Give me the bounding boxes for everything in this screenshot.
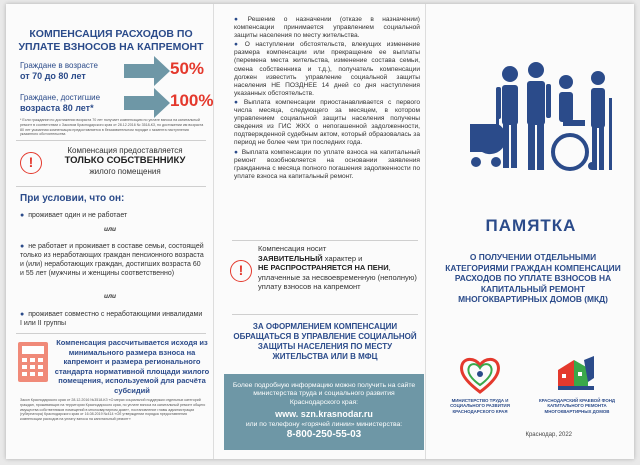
fund-logo-icon (554, 354, 598, 394)
age-row-70-80 (20, 56, 210, 86)
or-separator: или (104, 226, 116, 233)
rule-item: ● Выплата компенсации по уплате взноса на капитальный ремонт возобновляется на основании заявления гражданина с месяца полного погашения задолженности по уплате взноса на капитальный ремонт. (234, 148, 421, 180)
age-footnote: * Если гражданин по достижении возраста 70 лет получает компенсацию по уплате взноса на капитальный ремонт в соответствии с Законом Краснодарского края от 28.12.2016 № 3518-КЗ, по достижении им возраста 80 лет указанная компенсация предоставляется в беззаявительном порядке с момента наступления указанного обстоятельства (20, 118, 204, 137)
calculation-text: Компенсация рассчитывается исходя из минимального размера взноса на капремонт и размера регионального стандарта нормативной площади жилого помещения, используемой для расчёта субсидий (54, 338, 210, 395)
divider (232, 314, 418, 315)
ministry-caption: МИНИСТЕРСТВО ТРУДА И СОЦИАЛЬНОГО РАЗВИТИЯ КРАСНОДАРСКОГО КРАЯ (450, 398, 510, 414)
website-link[interactable]: www. szn.krasnodar.ru (275, 409, 373, 420)
or-separator: или (104, 293, 116, 300)
rule-item: ● О наступлении обстоятельств, влекущих изменение размера компенсации или прекращение ее выплаты (перемена места жительства, изменение состава семьи, смена собственника и т.д.), получатель компенсации должен известить управление социальной защиты населения НЕ ПОЗДНЕЕ 14 дней со дня наступления указанных обстоятельств. (234, 41, 420, 97)
apply-instructions: ЗА ОФОРМЛЕНИЕМ КОМПЕНСАЦИИ ОБРАЩАТЬСЯ В УПРАВЛЕНИЕ СОЦИАЛЬНОЙ ЗАЩИТЫ НАСЕЛЕНИЯ ПО МЕСТУ ЖИТЕЛЬСТВА ИЛИ В МФЦ (233, 322, 417, 361)
heart-logo-icon (458, 354, 502, 394)
calculator-icon (18, 342, 48, 382)
penalty-notice (228, 244, 424, 312)
pct-100: 100% (170, 91, 214, 110)
age-80-line2: возраста 80 лет* (20, 103, 94, 113)
age-80-line1: Гражданe, достигшие (20, 93, 101, 102)
divider (232, 240, 418, 241)
age-70-80-line1: Гражданe в возрасте (20, 61, 98, 70)
info-text: Более подробную информацию можно получить на сайте министерства труда и социального развития Краснодарского края: (232, 382, 416, 406)
brochure-sheet (6, 4, 634, 459)
hotline-text: или по телефону «горячей линии» министерства: (245, 421, 403, 429)
pct-50: 50% (170, 59, 205, 78)
people-icon (468, 54, 618, 174)
memo-title: ПАМЯТКА (485, 216, 577, 235)
age-80-text (20, 92, 120, 114)
owner-only-line2: ТОЛЬКО СОБСТВЕННИКУ (64, 155, 186, 166)
fund-caption: КРАСНОДАРСКИЙ КРАЕВОЙ ФОНД КАПИТАЛЬНОГО РЕМОНТА МНОГОКВАРТИРНЫХ ДОМОВ (538, 398, 616, 414)
owner-only-line3: жилого помещения (89, 167, 161, 176)
rule-item: ● Решение о назначении (отказе в назначении) компенсации принимается управлением социальной защиты населения по месту жительства. (234, 16, 420, 40)
divider (16, 186, 206, 187)
owner-only-text (46, 146, 204, 176)
penalty-notice-text: Компенсация носит ЗАЯВИТЕЛЬНЫЙ характер и НЕ РАСПРОСТРАНЯЕТСЯ НА ПЕНИ, уплаченные за несвоевременную (неполную) уплату взносов на капремонт (258, 244, 417, 291)
divider (16, 333, 206, 334)
contact-info-box (224, 374, 424, 450)
calculation-box (18, 338, 210, 394)
age-row-80 (20, 88, 214, 118)
exclamation-icon: ! (20, 152, 42, 174)
compensation-title: КОМПЕНСАЦИЯ РАСХОДОВ ПО УПЛАТЕ ВЗНОСОВ НА КАПРЕМОНТ (18, 28, 204, 53)
divider (16, 140, 206, 141)
city-year: Краснодар, 2022 (525, 432, 572, 438)
memo-subtitle: О ПОЛУЧЕНИИ ОТДЕЛЬНЫМИ КАТЕГОРИЯМИ ГРАЖДАН КОМПЕНСАЦИИ РАСХОДОВ ПО УПЛАТЕ ВЗНОСОВ НА КАПИТАЛЬНЫЙ РЕМОНТ МНОГОКВАРТИРНЫХ ДОМОВ (МКД) (445, 252, 621, 304)
panel-cover (428, 4, 634, 459)
conditions-title: При условии, что он: (20, 193, 125, 204)
owner-only-line1: Компенсация предоставляется (67, 146, 183, 155)
rules-list (234, 16, 420, 182)
condition-item: ● не работает и проживает в составе семьи, состоящей только из неработающих граждан пенсионного возраста и (или) неработающих граждан, достигших возраста 60 и 55 лет (мужчины и женщины соответственно) (20, 243, 204, 277)
age-70-80-text (20, 60, 120, 82)
condition-item: ● проживает один и не работает (20, 212, 128, 219)
law-reference: Закон Краснодарского края от 28.12.2016 №3518-КЗ «О мерах социальной поддержки отдельных категорий граждан, проживающих на территории Краснодарского края, по уплате взноса на капитальный ремонт общего имущества собственников помещений в многоквартирном доме», постановление главы администрации (губернатора) Краснодарского края от 16.08.2019 №414 «Об утверждении порядка предоставления компенсации расходов на уплату взноса на капитальный ремонт» (20, 398, 206, 422)
owner-only-box (20, 144, 204, 182)
exclamation-icon: ! (230, 260, 252, 282)
condition-item: ● проживает совместно с неработающими инвалидами I или II группы (20, 311, 203, 327)
age-70-80-line2: от 70 до 80 лет (20, 71, 86, 81)
panel-middle (216, 4, 426, 459)
rule-item: ● Выплата компенсации приостанавливается с первого числа месяца, следующего за месяцем, в котором управлением социальной защиты населения получены сведения из ГИС ЖКХ о непогашенной задолженности, подтвержденной судебным актом, который образовалась за период не более чем три последних года. (234, 98, 421, 147)
panel-left (6, 4, 214, 459)
hotline-phone[interactable]: 8-800-250-55-03 (286, 429, 362, 441)
